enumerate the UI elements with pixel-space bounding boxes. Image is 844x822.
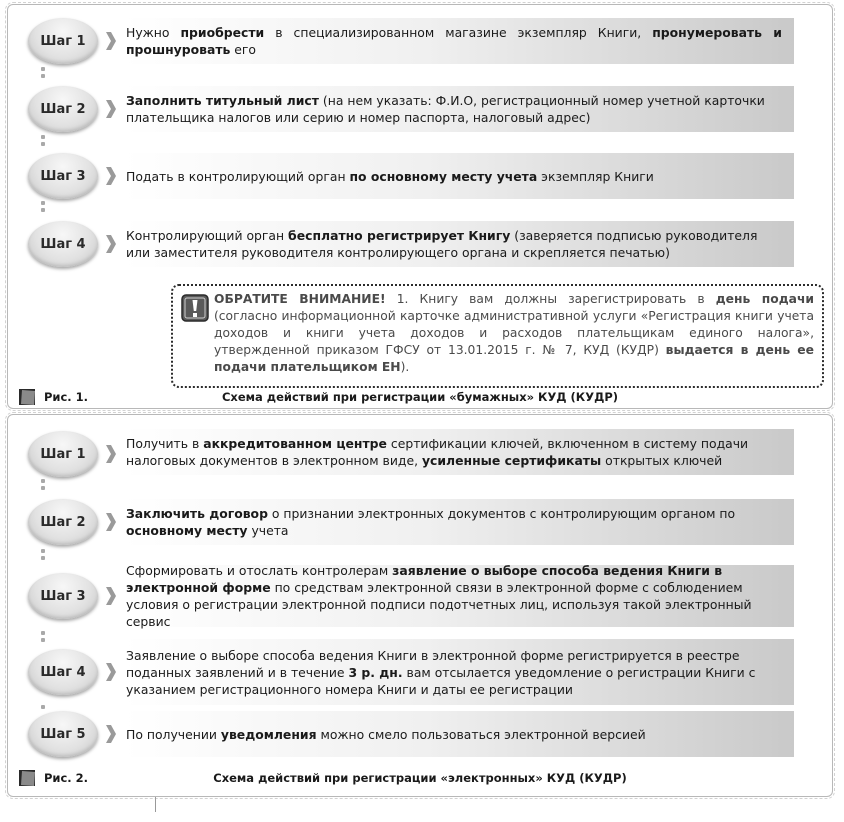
chevron-right-icon (106, 32, 116, 50)
bold-text-run: заявление о выборе способа ведения Книги в электронной форме (126, 563, 723, 595)
text-run: Получить в (126, 436, 204, 451)
step-row (28, 639, 794, 705)
step-text (126, 647, 782, 698)
step-text (126, 168, 782, 185)
connector-dots (41, 479, 45, 493)
text-run: его (230, 42, 256, 57)
text-run: (заверяется подписью руководителя или заместителя руководителя контролирующего органа и скрепляется печатью) (126, 228, 758, 260)
chevron-right-icon (106, 587, 116, 605)
bold-text-run: по основному месту учета (349, 168, 538, 184)
step-description (124, 221, 794, 267)
bold-text-run: усиленные сертификаты (421, 453, 602, 468)
step-badge: Шаг 3 (28, 573, 98, 619)
chevron-right-icon (106, 100, 116, 118)
text-run: можно смело пользоваться электронной версией (316, 726, 646, 742)
text-run: (на нем указать: Ф.И.О, регистрационный номер учетной карточки плательщика налогов или серию и номер паспорта, налоговый адрес) (126, 93, 765, 125)
step-text (126, 24, 782, 58)
step-row (28, 429, 794, 475)
text-run: 1. Книгу вам должны зарегистрировать в (385, 292, 716, 306)
text-run: сертификации ключей, включенном в систему подачи налоговых документов в электронном виде, (126, 436, 749, 468)
step-description (124, 153, 794, 199)
text-run: Заявление о выборе способа ведения Книги в электронной форме регистрируется в реестре поданных заявлений и в течение (126, 647, 740, 680)
step-text (126, 227, 782, 261)
chevron-right-icon (106, 167, 116, 185)
step-badge: Шаг 4 (28, 649, 98, 695)
figure-label: Рис. 1. (44, 390, 89, 404)
step-text (126, 92, 782, 126)
step-badge: Шаг 1 (28, 431, 98, 477)
figure-caption (18, 771, 822, 787)
bold-text-run: пронумеровать и прошнуровать (126, 25, 782, 57)
chevron-right-icon (106, 445, 116, 463)
bold-text-run: ОБРАТИТЕ ВНИМАНИЕ! (214, 292, 386, 306)
figure-title: Схема действий при регистрации «бумажных» КУД (КУДР) (221, 390, 618, 404)
step-text (126, 562, 782, 630)
step-row (28, 151, 794, 197)
bold-text-run: выдается в день ее подачи плательщиком ЕН (214, 343, 814, 374)
step-text (126, 505, 782, 539)
step-row (28, 83, 794, 129)
step-description (124, 86, 794, 132)
chevron-right-icon (106, 235, 116, 253)
text-run: (согласно информационной карточке административной услуги «Регистрация книги учета доходов и книги учета доходов и расходов плательщикам единого налога», утвержденной приказом ГФСУ от 13.01.2015 г. № 7, КУД (КУДР) (214, 309, 814, 357)
step-badge: Шаг 5 (28, 711, 98, 757)
chevron-right-icon (106, 663, 116, 681)
figure-2-panel (7, 414, 833, 797)
text-run: Нужно (126, 25, 181, 40)
bold-text-run: уведомления (220, 726, 317, 742)
text-run: Контролирующий орган (126, 228, 289, 243)
step-description (124, 565, 794, 627)
bold-text-run: бесплатно регистрирует Книгу (288, 228, 511, 243)
figure-label: Рис. 2. (44, 771, 89, 785)
step-row (28, 565, 794, 627)
connector-dots (41, 549, 45, 563)
bold-text-run: Заключить договор (126, 506, 268, 521)
connector-dots (41, 67, 45, 81)
text-run: По получении (126, 726, 221, 742)
connector-dots (41, 135, 45, 149)
bold-text-run: приобрести (180, 25, 265, 40)
notice-text (214, 291, 814, 376)
bold-text-run: 3 р. дн. (348, 664, 403, 680)
bold-text-run: аккредитованном центре (203, 436, 387, 451)
step-row (28, 499, 794, 545)
step-description (124, 639, 794, 705)
step-badge: Шаг 2 (28, 499, 98, 545)
step-badge: Шаг 2 (28, 86, 98, 132)
step-description (124, 711, 794, 757)
text-run: ). (400, 360, 410, 374)
bold-text-run: основному месту (126, 523, 248, 538)
figure-title: Схема действий при регистрации «электронных» КУД (КУДР) (213, 771, 627, 785)
bold-text-run: Заполнить титульный лист (126, 93, 319, 108)
text-run: о признании электронных документов с контролирующим органом по (267, 506, 736, 521)
exclamation-icon (181, 294, 209, 322)
text-run: экземпляр Книги (537, 168, 654, 184)
chevron-right-icon (106, 725, 116, 743)
text-run: в специализированном магазине экземпляр Книги, (264, 25, 653, 40)
step-row (28, 711, 794, 757)
step-badge: Шаг 4 (28, 221, 98, 267)
bold-text-run: день подачи (715, 292, 815, 306)
connector-dots (41, 201, 45, 215)
divider-line (155, 797, 156, 812)
step-text (126, 726, 782, 743)
chevron-right-icon (106, 513, 116, 531)
attention-notice (171, 284, 824, 388)
text-run: открытых ключей (601, 453, 723, 468)
text-run: вам отсылается уведомление о регистрации Книги с указанием регистрационного номера Книги и даты ее регистрации (126, 664, 756, 697)
step-description (124, 499, 794, 545)
step-row (28, 219, 794, 265)
step-row (28, 15, 794, 61)
text-run: учета (247, 523, 289, 538)
step-badge: Шаг 3 (28, 153, 98, 199)
step-badge: Шаг 1 (28, 18, 98, 64)
step-text (126, 435, 782, 469)
figure-caption (18, 390, 822, 406)
figure-1-panel (7, 4, 833, 409)
step-description (124, 429, 794, 475)
step-description (124, 18, 794, 64)
text-run: Подать в контролирующий орган (126, 168, 350, 184)
text-run: по средствам электронной связи в электронной форме с соблюдением условия о регистрации электронной подписи подотчетных лиц, используя такой электронный сервис (126, 580, 752, 629)
text-run: Сформировать и отослать контролерам (126, 563, 393, 578)
